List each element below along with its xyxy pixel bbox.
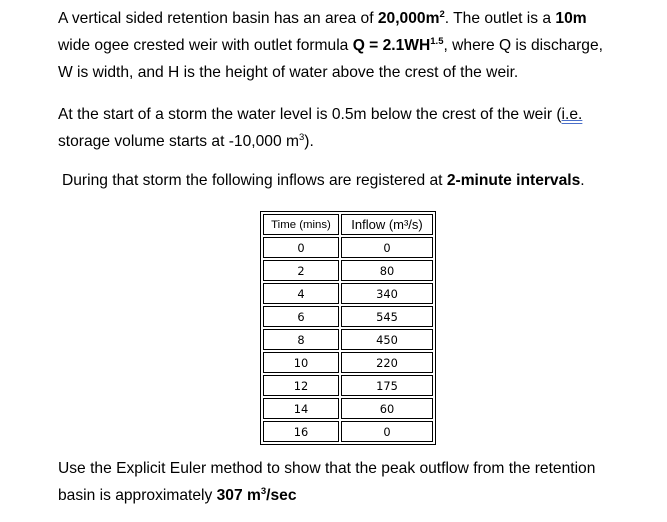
time-cell: 10 bbox=[263, 352, 339, 373]
table-row bbox=[263, 306, 433, 327]
text: storage volume starts at -10,000 m bbox=[58, 133, 299, 150]
table-row bbox=[263, 375, 433, 396]
text: A vertical sided retention basin has an area of bbox=[58, 10, 378, 27]
superscript: 3 bbox=[298, 132, 305, 143]
time-cell: 6 bbox=[263, 306, 339, 327]
header-inflow: Inflow (m³/s) bbox=[341, 214, 433, 235]
line-1 bbox=[58, 101, 582, 128]
table-row bbox=[263, 352, 433, 373]
time-cell: 14 bbox=[263, 398, 339, 419]
time-cell: 8 bbox=[263, 329, 339, 350]
time-cell: 2 bbox=[263, 260, 339, 281]
peak-outflow-value: 307 m bbox=[216, 487, 261, 504]
line-2 bbox=[58, 128, 582, 155]
line-1 bbox=[58, 5, 603, 32]
line-1 bbox=[58, 455, 595, 482]
inflow-cell: 0 bbox=[341, 237, 433, 258]
inflow-cell: 450 bbox=[341, 329, 433, 350]
text: ). bbox=[304, 133, 314, 150]
text: . The outlet is a bbox=[444, 10, 556, 27]
text: wide ogee crested weir with outlet formula bbox=[58, 37, 353, 54]
inflow-cell: 175 bbox=[341, 375, 433, 396]
table-row bbox=[263, 398, 433, 419]
inflow-cell: 0 bbox=[341, 421, 433, 442]
text: Use the Explicit Euler method to show that the peak outflow from the retention bbox=[58, 460, 596, 477]
superscript: 2 bbox=[439, 9, 445, 20]
table-row bbox=[263, 421, 433, 442]
weir-width-value: 10m bbox=[555, 10, 587, 27]
text: . bbox=[580, 172, 585, 189]
table-row bbox=[263, 329, 433, 350]
initial-condition-paragraph bbox=[58, 101, 582, 155]
line-3 bbox=[58, 59, 603, 86]
ie-abbreviation: i.e. bbox=[561, 106, 583, 123]
inflow-cell: 80 bbox=[341, 260, 433, 281]
time-cell: 4 bbox=[263, 283, 339, 304]
peak-outflow-unit: /sec bbox=[266, 487, 297, 504]
time-cell: 0 bbox=[263, 237, 339, 258]
time-cell: 12 bbox=[263, 375, 339, 396]
inflow-table bbox=[260, 211, 436, 445]
header-time: Time (mins) bbox=[263, 214, 339, 235]
interval-value: 2-minute intervals bbox=[446, 172, 581, 189]
superscript: 3 bbox=[260, 486, 267, 497]
text: At the start of a storm the water level is 0.5m below the crest of the weir ( bbox=[58, 106, 562, 123]
problem-statement-paragraph bbox=[58, 5, 603, 86]
text: basin is approximately bbox=[58, 487, 217, 504]
text: During that storm the following inflows are registered at bbox=[62, 172, 447, 189]
inflow-cell: 60 bbox=[341, 398, 433, 419]
inflow-cell: 545 bbox=[341, 306, 433, 327]
table-row bbox=[263, 237, 433, 258]
time-cell: 16 bbox=[263, 421, 339, 442]
table-row bbox=[263, 283, 433, 304]
inflow-intro-paragraph bbox=[62, 167, 585, 194]
text: W is width, and H is the height of water above the crest of the weir. bbox=[58, 64, 519, 81]
line-2 bbox=[58, 32, 603, 59]
text: , where Q is discharge, bbox=[443, 37, 603, 54]
line-2 bbox=[58, 482, 595, 509]
inflow-cell: 220 bbox=[341, 352, 433, 373]
inflow-cell: 340 bbox=[341, 283, 433, 304]
outlet-formula: Q = 2.1WH bbox=[352, 37, 431, 54]
area-value: 20,000m bbox=[377, 10, 440, 27]
task-paragraph bbox=[58, 455, 595, 509]
superscript: 1.5 bbox=[430, 36, 444, 47]
table-row bbox=[263, 260, 433, 281]
table-header-row bbox=[263, 214, 433, 235]
